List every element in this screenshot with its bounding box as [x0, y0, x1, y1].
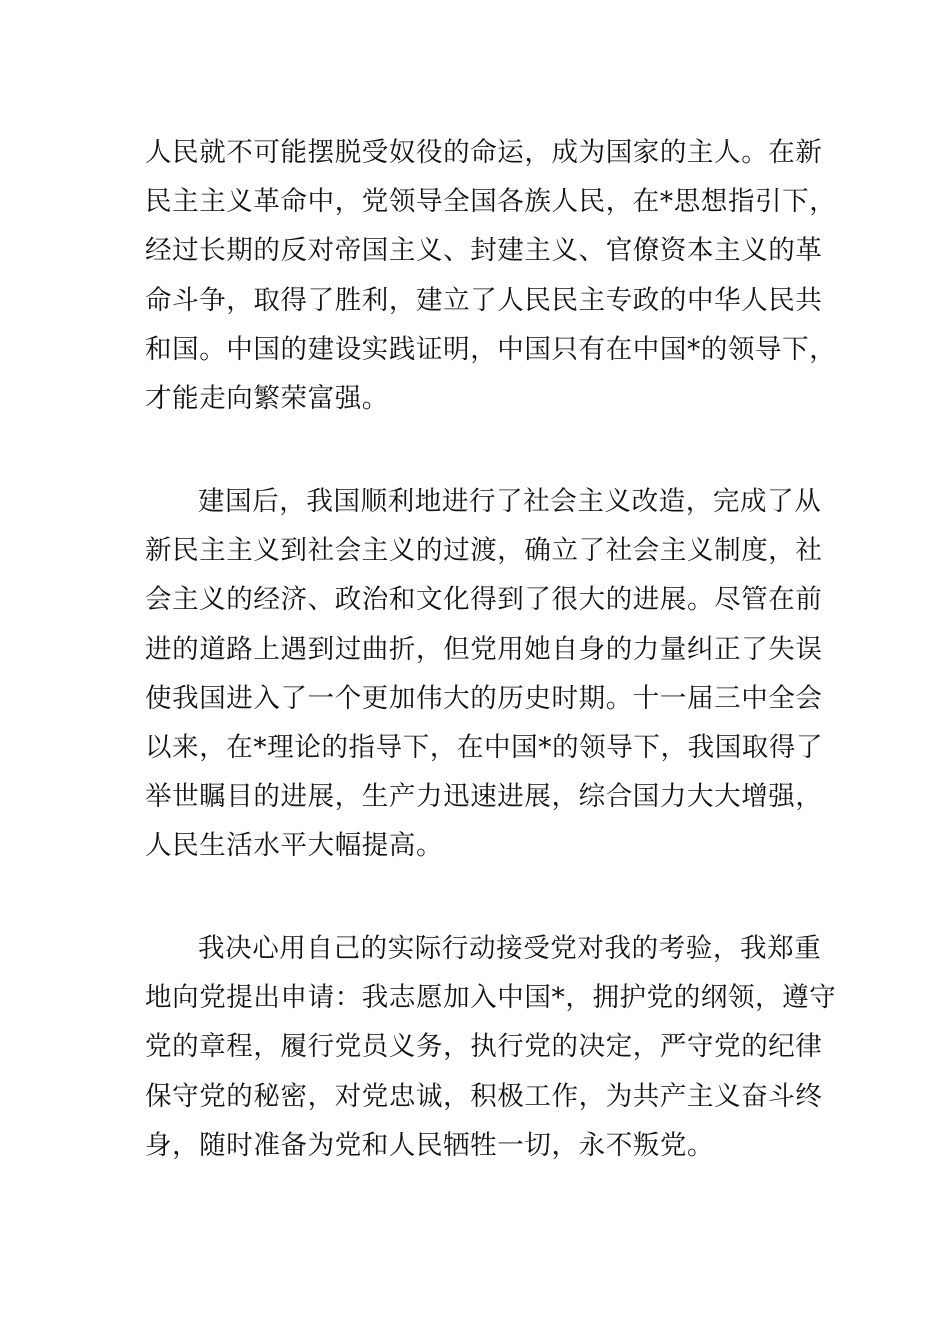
paragraph-1: [145, 128, 837, 423]
paragraph-line: 身，随时准备为党和人民牺牲一切，永不叛党。: [145, 1129, 715, 1161]
paragraph-line: 进的道路上遇到过曲折，但党用她自身的力量纠正了失误: [145, 633, 823, 665]
paragraph-line: 我决心用自己的实际行动接受党对我的考验，我郑重: [198, 933, 822, 964]
paragraph-line: 保守党的秘密，对党忠诚，积极工作，为共产主义奋斗终: [145, 1080, 823, 1112]
paragraph-line: 新民主主义到社会主义的过渡，确立了社会主义制度，社: [145, 535, 823, 567]
paragraph-line: 才能走向繁荣富强。: [145, 383, 389, 415]
paragraph-line: 和国。中国的建设实践证明，中国只有在中国*的领导下，: [145, 333, 837, 365]
paragraph-line: 地向党提出申请：我志愿加入中国*，拥护党的纲领，遵守: [145, 982, 837, 1014]
paragraph-line: 建国后，我国顺利地进行了社会主义改造，完成了从: [198, 486, 822, 517]
paragraph-line: 人民生活水平大幅提高。: [145, 830, 444, 862]
paragraph-line: 经过长期的反对帝国主义、封建主义、官僚资本主义的革: [145, 235, 823, 267]
paragraph-line: 人民就不可能摆脱受奴役的命运，成为国家的主人。在新: [145, 137, 823, 168]
paragraph-line: 命斗争，取得了胜利，建立了人民民主专政的中华人民共: [145, 284, 823, 316]
paragraph-line: 民主主义革命中，党领导全国各族人民，在*思想指引下，: [145, 186, 837, 218]
paragraph-2: [145, 477, 824, 871]
paragraph-3: [145, 924, 837, 1170]
paragraph-line: 以来，在*理论的指导下，在中国*的领导下，我国取得了: [145, 732, 824, 764]
paragraph-line: 党的章程，履行党员义务，执行党的决定，严守党的纪律: [145, 1031, 823, 1063]
paragraph-line: 使我国进入了一个更加伟大的历史时期。十一届三中全会: [145, 682, 823, 714]
paragraph-line: 会主义的经济、政治和文化得到了很大的进展。尽管在前: [145, 584, 823, 616]
paragraph-line: 举世瞩目的进展，生产力迅速进展，综合国力大大增强，: [145, 781, 823, 813]
